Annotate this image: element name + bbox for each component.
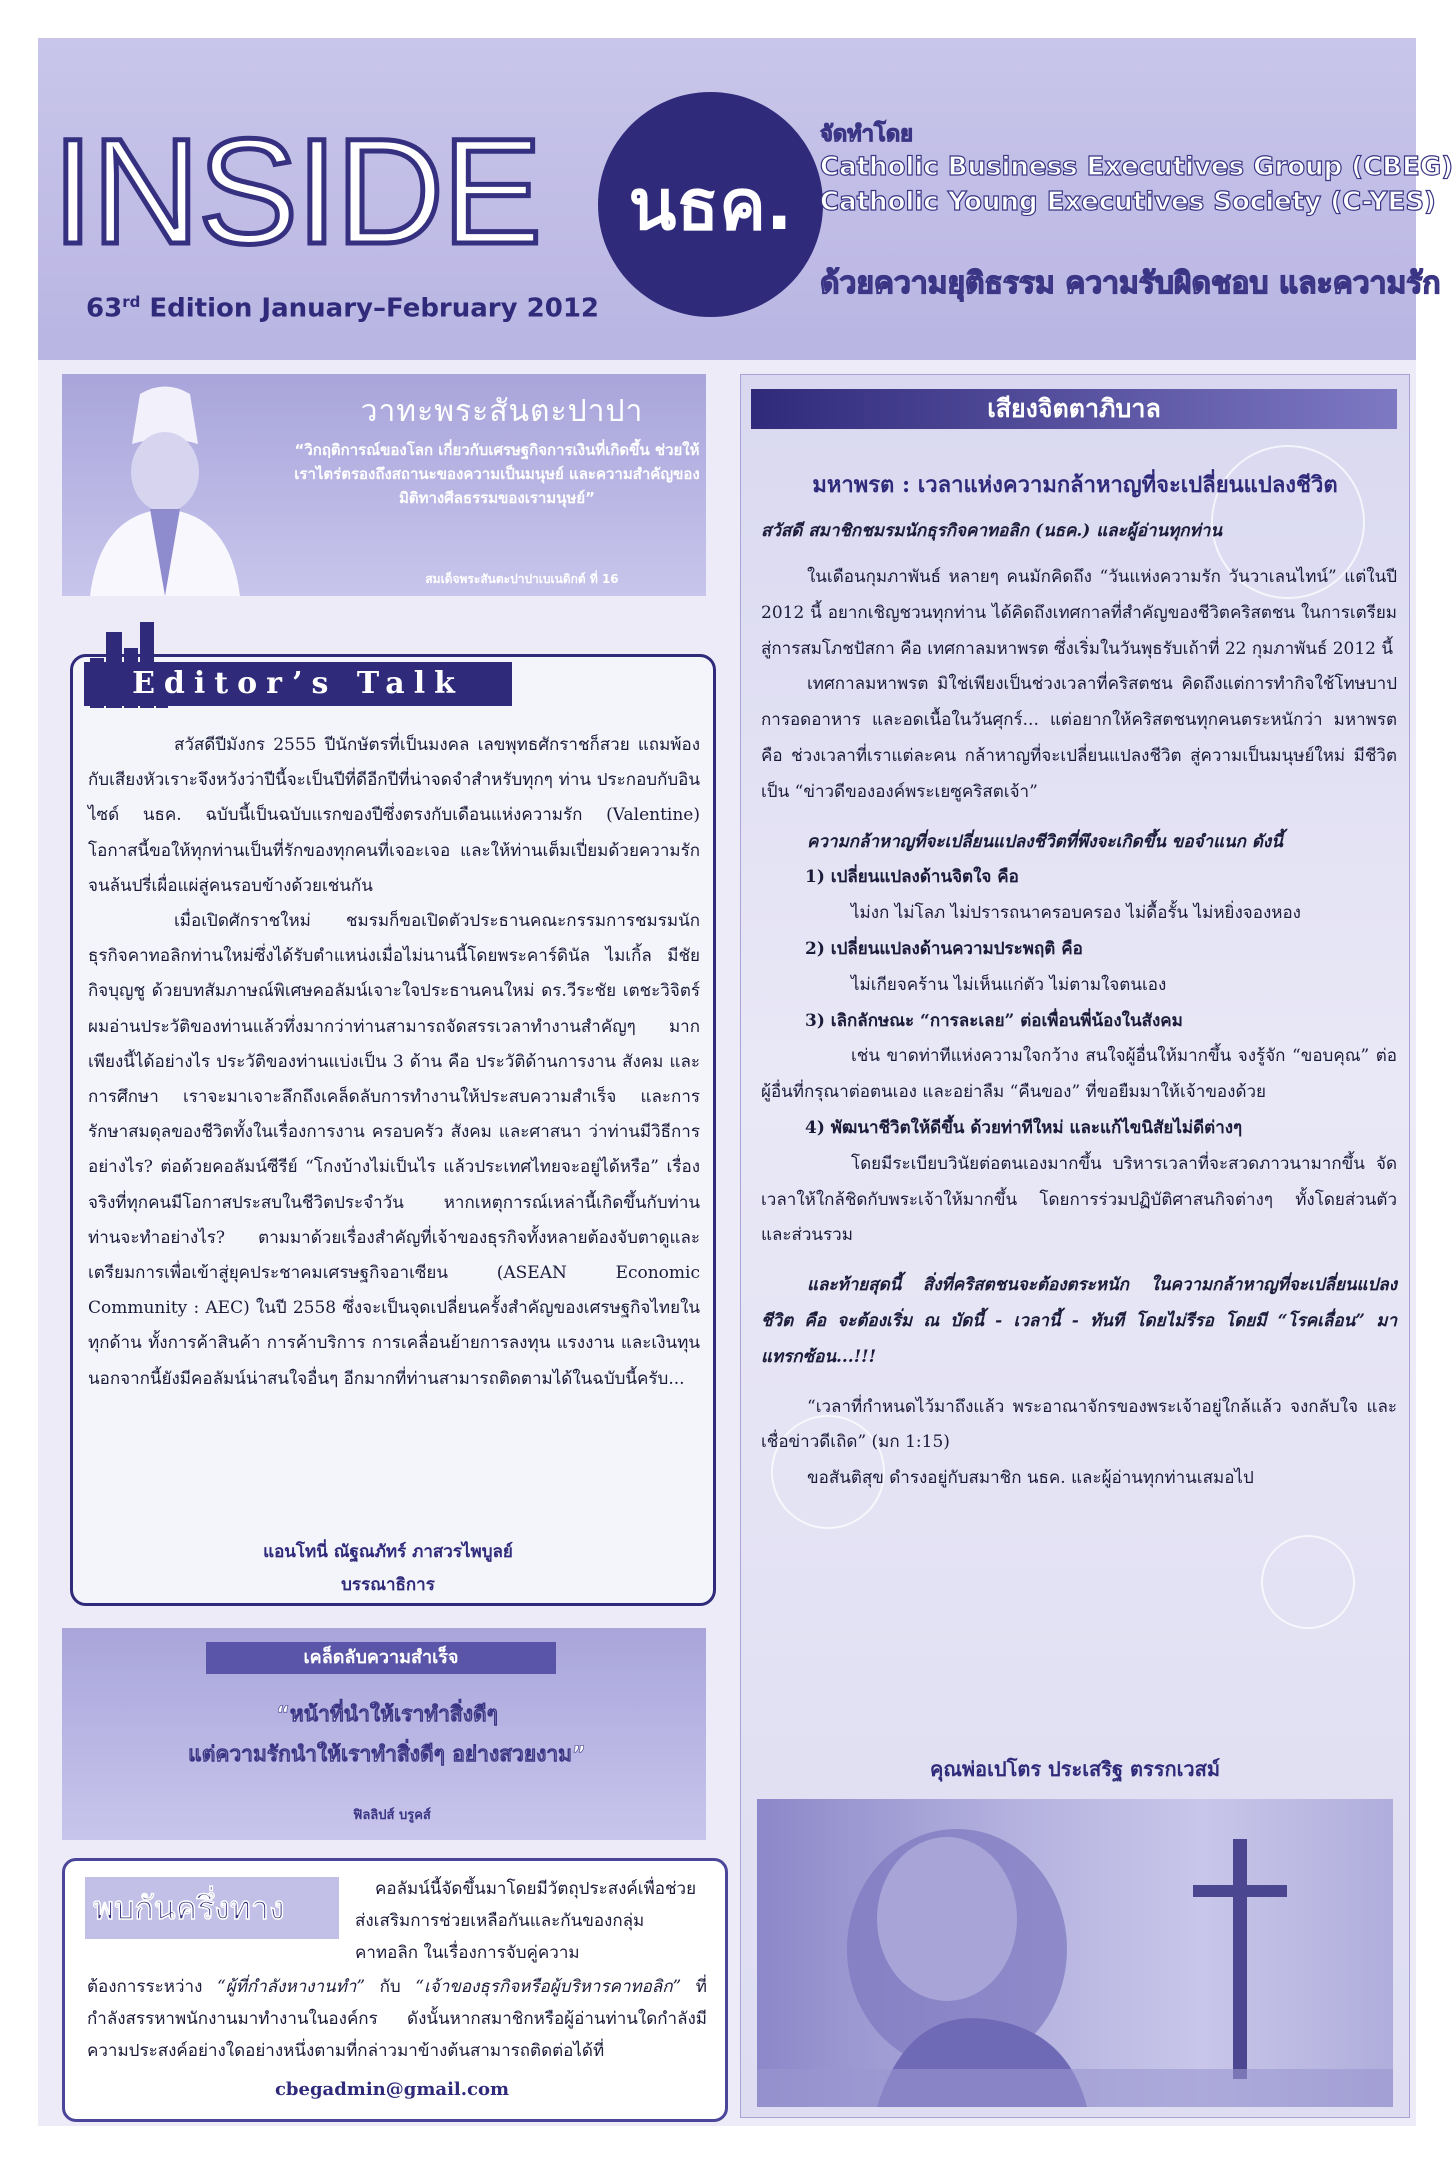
- contact-email[interactable]: cbegadmin@gmail.com: [274, 2079, 510, 2100]
- pastoral-subtitle: มหาพรต : เวลาแห่งความกล้าหาญที่จะเปลี่ยนแปลงชีวิต: [812, 472, 1338, 498]
- pope-portrait-icon: [80, 384, 250, 596]
- meet-halfway-details: ต้องการระหว่าง “ผู้ที่กำลังหางานทำ” กับ “เจ้าของธุรกิจหรือผู้บริหารคาทอลิก” ที่กำลังสรรหาพนักงานมาทำงานในองค์กร ดังนั้นหากสมาชิกหรือผู้อ่านท่านใดกำลังมีความประสงค์อย่างใดอย่างหนึ่งตามที่กล่าวมาข้างต้นสามารถติดต่อได้ที่: [87, 1977, 707, 2061]
- nsk-badge-text: นธค.: [628, 164, 793, 246]
- success-tip-quote: [92, 1694, 682, 1774]
- pastoral-list-detail: โดยมีระเบียบวินัยต่อตนเองมากขึ้น บริหารเวลาที่จะสวดภาวนามากขึ้น จัดเวลาให้ใกล้ชิดกับพระเจ้าให้มากขึ้น โดยการร่วมปฏิบัติศาสนกิจต่างๆ ทั้งโดยส่วนตัว และส่วนรวม: [761, 1153, 1397, 1246]
- pope-quote-text: “วิกฤติการณ์ของโลก เกี่ยวกับเศรษฐกิจการเงินที่เกิดขึ้น ช่วยให้เราไตร่ตรองถึงสถานะของความเป็นมนุษย์ และความสำคัญของมิติทางศีลธรรมของเรามนุษย์”: [294, 441, 700, 507]
- editors-talk-paragraph: เมื่อเปิดศักราชใหม่ ชมรมก็ขอเปิดตัวประธานคณะกรรมการชมรมนักธุรกิจคาทอลิกท่านใหม่ซึ่งได้รับตำแหน่งเมื่อไม่นานนี้โดยพระคาร์ดินัล ไมเกิ้ล มีชัย กิจบุญชู ด้วยบทสัมภาษณ์พิเศษคอลัมน์เจาะใจประธานคนใหม่ ดร.วีระชัย เตชะวิจิตร์ ผมอ่านประวัติของท่านแล้วทึ่งมากว่าท่านสามารถจัดสรรเวลาทำงานสำคัญๆ มากเพียงนี้ได้อย่างไร ประวัติของท่านแบ่งเป็น 3 ด้าน คือ ประวัติด้านการงาน สังคม และการศึกษา เราจะมาเจาะลึกถึงเคล็ดลับการทำงานให้ประสบความสำเร็จ และการรักษาสมดุลของชีวิตทั้งในเรื่องการงาน ครอบครัว สังคม และศาสนา ว่าท่านมีวิธีการอย่างไร? ต่อด้วยคอลัมน์ซีรีย์ “โกงบ้างไม่เป็นไร แล้วประเทศไทยจะอยู่ได้หรือ” เรื่องจริงที่ทุกคนมีโอกาสประสบในชีวิตประจำวัน หากเหตุการณ์เหล่านี้เกิดขึ้นกับท่าน ท่านจะทำอย่างไร? ตามมาด้วยเรื่องสำคัญที่เจ้าของธุรกิจทั้งหลายต้องจับตาดูและเตรียมการเพื่อเข้าสู่ยุคประชาคมเศรษฐกิจอาเซียน (ASEAN Economic Community : AEC) ในปี 2558 ซึ่งจะเป็นจุดเปลี่ยนครั้งสำคัญของเศรษฐกิจไทยในทุกด้าน ทั้งการค้าสินค้า การค้าบริการ การเคลื่อนย้ายการลงทุน แรงงาน และเงินทุน นอกจากนี้ยังมีคอลัมน์น่าสนใจอื่นๆ อีกมากที่ท่านสามารถติดตามได้ในฉบับนี้ครับ...: [88, 911, 700, 1389]
- pastoral-greeting: สวัสดี สมาชิกชมรมนักธุรกิจคาทอลิก (นธค.) และผู้อ่านทุกท่าน: [761, 521, 1222, 541]
- pastoral-list-detail: ไม่งก ไม่โลภ ไม่ปรารถนาครอบครอง ไม่ดื้อรั้น ไม่หยิ่งจองหอง: [851, 903, 1301, 924]
- editor-role: บรรณาธิการ: [341, 1575, 435, 1595]
- praying-person-and-cross-icon: [757, 1799, 1393, 2107]
- org-cbeg: Catholic Business Executives Group (CBEG): [820, 152, 1453, 182]
- pope-quote-title: วาทะพระสันตะปาปา: [360, 394, 644, 429]
- prayer-photo: [757, 1799, 1393, 2107]
- success-quote-line: “หน้าที่นำให้เราทำสิ่งดีๆ: [276, 1702, 498, 1726]
- pastoral-blessing: ขอสันติสุข ดำรงอยู่กับสมาชิก นธค. และผู้อ่านทุกท่านเสมอไป: [807, 1468, 1254, 1489]
- nsk-badge: [598, 92, 823, 317]
- editors-talk-section: [62, 618, 722, 1608]
- pastoral-section: [740, 374, 1410, 2118]
- pastoral-list-item: 3) เลิกลักษณะ “การละเลย” ต่อเพื่อนพี่น้องในสังคม: [805, 1010, 1183, 1031]
- success-tip-panel: [62, 1628, 706, 1840]
- pope-quote-panel: [62, 374, 706, 596]
- decorative-bubble: [1261, 1535, 1355, 1629]
- editor-signature: [82, 1536, 694, 1602]
- pastoral-list-intro: ความกล้าหาญที่จะเปลี่ยนแปลงชีวิตที่พึงจะเกิดขึ้น ขอจำแนก ดังนี้: [807, 831, 1283, 852]
- produced-by-label: จัดทำโดย: [820, 122, 914, 147]
- pastoral-signature: คุณพ่อเปโตร ประเสริฐ ตรรกเวสม์: [929, 1757, 1221, 1781]
- meet-halfway-logo: [85, 1877, 339, 1939]
- pastoral-scripture: “เวลาที่กำหนดไว้มาถึงแล้ว พระอาณาจักรของพระเจ้าอยู่ใกล้แล้ว จงกลับใจ และ เชื่อข่าวดีเถิด” (มก 1:15): [761, 1396, 1397, 1453]
- meet-halfway-section: [62, 1858, 728, 2122]
- editor-name: แอนโทนี่ ณัฐณภัทร์ ภาสวรไพบูลย์: [263, 1542, 513, 1562]
- success-quote-line: แต่ความรักนำให้เราทำสิ่งดีๆ อย่างสวยงาม”: [188, 1742, 586, 1766]
- editors-talk-body: [88, 728, 700, 1397]
- meet-halfway-intro: คอลัมน์นี้จัดขึ้นมาโดยมีวัตถุประสงค์เพื่อช่วยส่งเสริมการช่วยเหลือกันและกันของกลุ่มคาทอลิก ในเรื่องการจับคู่ความ: [355, 1879, 697, 1963]
- masthead: [38, 38, 1453, 360]
- editors-talk-paragraph: สวัสดีปีมังกร 2555 ปีนักษัตรที่เป็นมงคล เลขพุทธศักราชก็สวย แถมพ้องกับเสียงหัวเราะจึงหวังว่าปีนี้จะเป็นปีที่ดีอีกปีที่น่าจดจำสำหรับทุกๆ ท่าน ประกอบกับอินไซด์ นธค. ฉบับนี้เป็นฉบับแรกของปีซึ่งตรงกับเดือนแห่งความรัก (Valentine) โอกาสนี้ขอให้ทุกท่านเป็นที่รักของทุกคนที่เจอะเจอ และให้ท่านเต็มเปี่ยมด้วยความรักจนล้นปรี่เผื่อแผ่สู่คนรอบข้างด้วยเช่นกัน: [88, 735, 700, 896]
- pope-quote-credit: สมเด็จพระสันตะปาปาเบเนดิกต์ ที่ 16: [425, 572, 619, 586]
- pastoral-list-item: 2) เปลี่ยนแปลงด้านความประพฤติ คือ: [805, 938, 1083, 959]
- pastoral-list-detail: ไม่เกียจคร้าน ไม่เห็นแก่ตัว ไม่ตามใจตนเอง: [851, 974, 1167, 995]
- pastoral-list-detail: เช่น ขาดท่าทีแห่งความใจกว้าง สนใจผู้อื่นให้มากขึ้น จงรู้จัก “ขอบคุณ” ต่อผู้อื่นที่กรุณาต่อตนเอง และอย่าลืม “คืนของ” ที่ขอยืมมาให้เจ้าของด้วย: [761, 1046, 1397, 1103]
- pastoral-paragraph: เทศกาลมหาพรต มิใช่เพียงเป็นช่วงเวลาที่คริสตชน คิดถึงแต่การทำกิจใช้โทษบาป การอดอาหาร และอดเนื้อในวันศุกร์... แต่อยากให้คริสตชนทุกคนตระหนักว่า มหาพรต คือ ช่วงเวลาที่เราแต่ละคน กล้าหาญที่จะเปลี่ยนแปลงชีวิต สู่ความเป็นมนุษย์ใหม่ มีชีวิตเป็น “ข่าวดีขององค์พระเยซูคริสตเจ้า”: [761, 674, 1397, 802]
- edition-label: 63rd Edition January–February 2012: [86, 293, 599, 324]
- pastoral-closing: และท้ายสุดนี้ สิ่งที่คริสตชนจะต้องตระหนัก ในความกล้าหาญที่จะเปลี่ยนแปลงชีวิต คือ จะต้องเริ่ม ณ บัดนี้ - เวลานี้ - ทันที โดยไม่รีรอ โดยมี “โรคเลื่อน” มาแทรกซ้อน...!!!: [761, 1275, 1397, 1367]
- meet-halfway-logo-text: พบกันครึ่งทาง: [93, 1889, 285, 1927]
- pastoral-paragraph: ในเดือนกุมภาพันธ์ หลายๆ คนมักคิดถึง “วันแห่งความรัก วันวาเลนไทน์” แต่ในปี 2012 นี้ อยากเชิญชวนทุกท่าน ได้คิดถึงเทศกาลที่สำคัญของชีวิตคริสตชน ในการเตรียมสู่การสมโภชปัสกา คือ เทศกาลมหาพรต ซึ่งเริ่มในวันพุธรับเถ้าที่ 22 กุมภาพันธ์ 2012 นี้: [761, 567, 1397, 659]
- pastoral-header: เสียงจิตตาภิบาล: [751, 389, 1397, 429]
- editors-talk-banner: Editor’s Talk: [84, 662, 512, 706]
- pastoral-list-item: 4) พัฒนาชีวิตให้ดีขึ้น ด้วยท่าทีใหม่ และแก้ไขนิสัยไม่ดีต่างๆ: [805, 1117, 1243, 1138]
- motto: ด้วยความยุติธรรม ความรับผิดชอบ และความรัก: [820, 266, 1441, 301]
- pastoral-body: [761, 560, 1397, 1497]
- newsletter-title: INSIDE: [52, 107, 541, 275]
- org-cyes: Catholic Young Executives Society (C-YES): [820, 187, 1436, 217]
- pastoral-list-item: 1) เปลี่ยนแปลงด้านจิตใจ คือ: [805, 867, 1019, 888]
- success-tip-credit: ฟิลลิปส์ บรูคส์: [353, 1808, 431, 1823]
- success-tip-title: เคล็ดลับความสำเร็จ: [206, 1642, 556, 1674]
- newsletter-page: [38, 38, 1453, 2126]
